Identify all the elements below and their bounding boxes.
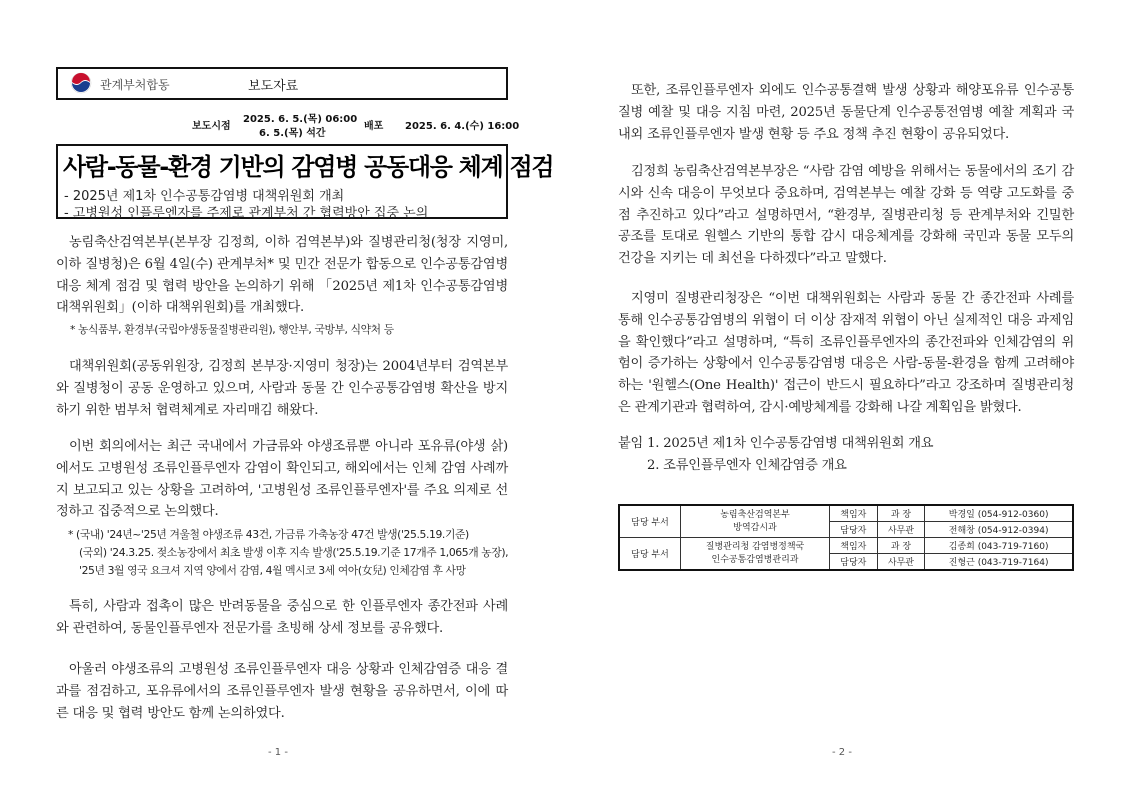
contact-table bbox=[618, 504, 1074, 571]
role-cell: 담당자 bbox=[830, 554, 878, 571]
release-label: 보도시점 bbox=[192, 121, 231, 132]
person-cell: 전해창 (054-912-0394) bbox=[925, 522, 1073, 538]
dept-2 bbox=[681, 538, 830, 571]
paragraph-4: 특히, 사람과 접촉이 많은 반려동물을 중심으로 한 인플루엔자 종간전파 사례와 관련하여, 동물인플루엔자 전문가를 초빙해 상세 정보를 공유했다. bbox=[56, 599, 508, 636]
government-logo-icon bbox=[70, 72, 92, 94]
title-cell: 과 장 bbox=[877, 505, 925, 522]
page-number-1: - 1 - bbox=[268, 747, 288, 758]
attachment-2: 2. 조류인플루엔자 인체감염증 개요 bbox=[647, 458, 847, 473]
dept-1 bbox=[681, 505, 830, 538]
paragraph-3: 이번 회의에서는 최근 국내에서 가금류와 야생조류뿐 아니라 포유류(야생 삵)에서도 고병원성 조류인플루엔자 감염이 확인되고, 해외에서는 인체 감염 사례까지 보고되고 있는 상황을 고려하여, '고병원성 조류인플루엔자'를 주요 의제로 선정하고 집중적으로 논의했다. bbox=[56, 439, 508, 520]
attachment-1: 붙임 1. 2025년 제1차 인수공통감염병 대책위원회 개요 bbox=[618, 436, 934, 451]
role-cell: 책임자 bbox=[830, 505, 878, 522]
paragraph-8: 지영미 질병관리청장은 “이번 대책위원회는 사람과 동물 간 종간전파 사례를 통해 인수공통감염병의 위협이 더 이상 잠재적 위협이 아닌 실제적인 대응 과제임을 확인했다”라고 설명하며, “특히 조류인플루엔자의 종간전파와 인체감염의 위험이 증가하는 상황에서 인수공통감염병 대응은 사람-동물-환경을 함께 고려해야 하는 '원헬스(One Health)' 접근이 반드시 필요하다”라고 강조하며 질병관리청은 관계기관과 협력하여, 감시·예방체계를 강화해 나갈 계획임을 밝혔다. bbox=[618, 291, 1074, 415]
title-cell: 과 장 bbox=[877, 538, 925, 554]
person-cell: 박경일 (054-912-0360) bbox=[925, 505, 1073, 522]
role-cell: 담당자 bbox=[830, 522, 878, 538]
dept-2-line-1: 질병관리청 감염병정책국 bbox=[705, 541, 805, 552]
dept-1-line-2: 방역감시과 bbox=[733, 522, 777, 533]
footnote-2-line-2: (국외) '24.3.25. 젖소농장에서 최초 발생 이후 지속 발생('25.5.19.기준 17개주 1,065개 농장), bbox=[79, 546, 509, 559]
table-row bbox=[619, 505, 1073, 522]
footnote-2-line-3: '25년 3월 영국 요크셔 지역 양에서 감염, 4월 멕시코 3세 여아(女兒) 인체감염 후 사망 bbox=[79, 564, 466, 577]
distribution-label: 배포 bbox=[364, 121, 384, 132]
dept-1-line-1: 농림축산검역본부 bbox=[720, 509, 790, 520]
release-time-1: 2025. 6. 5.(목) 06:00 bbox=[243, 114, 358, 125]
paragraph-7: 김정희 농림축산검역본부장은 “사람 감염 예방을 위해서는 동물에서의 조기 감시와 신속 대응이 무엇보다 중요하며, 검역본부는 예찰 강화 등 역량 고도화를 중점 추진하고 있다”라고 설명하면서, “환경부, 질병관리청 등 관계부처와 긴밀한 공조를 토대로 원헬스 기반의 통합 감시 대응체계를 강화해 국민과 동물 모두의 건강을 지키는 데 최선을 다하겠다”라고 말했다. bbox=[618, 164, 1074, 267]
title-cell: 사무관 bbox=[877, 522, 925, 538]
dept-label: 담당 부서 bbox=[619, 505, 681, 538]
distribution-time: 2025. 6. 4.(수) 16:00 bbox=[405, 121, 520, 132]
paragraph-6: 또한, 조류인플루엔자 외에도 인수공통결핵 발생 상황과 해양포유류 인수공통 질병 예찰 및 대응 지침 마련, 2025년 동물단계 인수공통전염병 예찰 계획과 국내외 조류인플루엔자 발생 현황 등 주요 정책 추진 현황이 공유되었다. bbox=[618, 83, 1074, 142]
release-time-2: 6. 5.(목) 석간 bbox=[259, 128, 326, 139]
paragraph-2: 대책위원회(공동위원장, 김정희 본부장·지영미 청장)는 2004년부터 검역본부와 질병청이 공동 운영하고 있으며, 사람과 동물 간 인수공통감염병 확산을 방지하기 위한 범부처 협력체계로 자리매김 해왔다. bbox=[56, 359, 508, 418]
page-title: 사람-동물-환경 기반의 감염병 공동대응 체계 점검 bbox=[63, 153, 554, 181]
title-cell: 사무관 bbox=[877, 554, 925, 571]
ministry-label: 관계부처합동 bbox=[100, 78, 170, 92]
dept-label: 담당 부서 bbox=[619, 538, 681, 571]
dept-2-line-2: 인수공통감염병관리과 bbox=[711, 554, 799, 565]
paragraph-1: 농림축산검역본부(본부장 김정희, 이하 검역본부)와 질병관리청(청장 지영미, 이하 질병청)은 6월 4일(수) 관계부처* 및 민간 전문가 합동으로 인수공통감염병 대응 체계 점검 및 협력 방안을 논의하기 위해 「2025년 제1차 인수공통감염병 대책위원회」(이하 대책위원회)를 개최했다. bbox=[56, 235, 508, 316]
table-row bbox=[619, 538, 1073, 554]
person-cell: 진형근 (043-719-7164) bbox=[925, 554, 1073, 571]
footnote-2-line-1: * (국내) '24년~'25년 겨울철 야생조류 43건, 가금류 가축농장 47건 발생('25.5.19.기준) bbox=[68, 528, 469, 541]
footnote-1: * 농식품부, 환경부(국립야생동물질병관리원), 행안부, 국방부, 식약처 등 bbox=[70, 323, 394, 336]
press-release-label: 보도자료 bbox=[248, 79, 299, 94]
paragraph-5: 아울러 야생조류의 고병원성 조류인플루엔자 대응 상황과 인체감염증 대응 결과를 점검하고, 포유류에서의 조류인플루엔자 발생 현황을 공유하면서, 이에 따른 대응 및 협력 방안도 함께 논의하였다. bbox=[56, 662, 508, 721]
role-cell: 책임자 bbox=[830, 538, 878, 554]
subtitle-2: - 고병원성 인플루엔자를 주제로 관계부처 간 협력방안 집중 논의 bbox=[64, 206, 429, 221]
subtitle-1: - 2025년 제1차 인수공통감염병 대책위원회 개최 bbox=[64, 189, 345, 204]
person-cell: 김종희 (043-719-7160) bbox=[925, 538, 1073, 554]
page-number-2: - 2 - bbox=[832, 747, 852, 758]
